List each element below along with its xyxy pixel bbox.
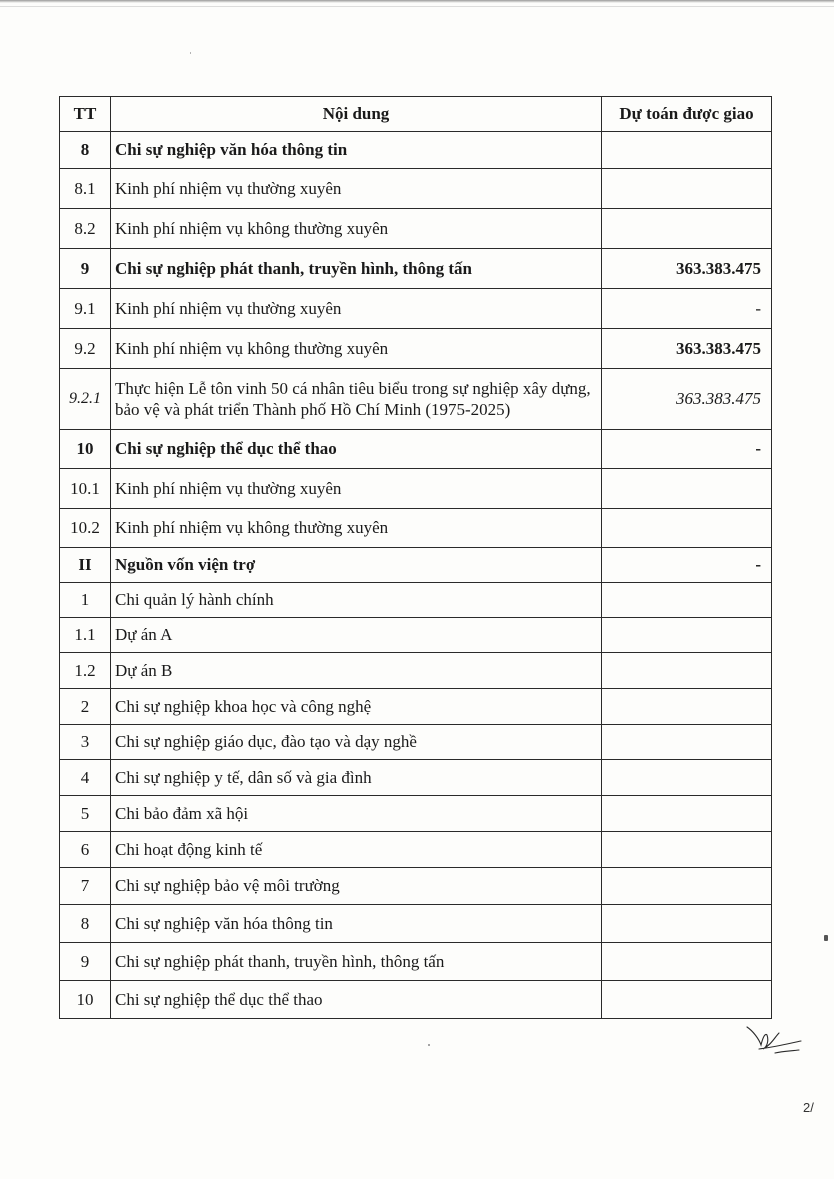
table-row xyxy=(60,943,772,981)
row-tt: 5 xyxy=(60,796,111,832)
row-content: Chi sự nghiệp thể dục thể thao xyxy=(111,430,602,469)
table-row xyxy=(60,132,772,169)
table-row xyxy=(60,249,772,289)
row-tt: 9 xyxy=(60,943,111,981)
table-row xyxy=(60,618,772,653)
row-content: Chi sự nghiệp phát thanh, truyền hình, thông tấn xyxy=(111,249,602,289)
row-tt: 9.2 xyxy=(60,329,111,369)
table-header-row xyxy=(60,97,772,132)
row-tt: 8.2 xyxy=(60,209,111,249)
header-content: Nội dung xyxy=(111,97,602,132)
row-tt: 8 xyxy=(60,905,111,943)
row-tt: 9.2.1 xyxy=(60,369,111,430)
table-row xyxy=(60,796,772,832)
row-budget xyxy=(602,509,772,548)
budget-table xyxy=(59,96,772,1019)
row-tt: 10.2 xyxy=(60,509,111,548)
row-tt: 9.1 xyxy=(60,289,111,329)
row-budget xyxy=(602,583,772,618)
row-tt: 9 xyxy=(60,249,111,289)
row-budget xyxy=(602,905,772,943)
row-content: Chi sự nghiệp khoa học và công nghệ xyxy=(111,689,602,725)
row-budget: 363.383.475 xyxy=(602,249,772,289)
row-budget: 363.383.475 xyxy=(602,369,772,430)
table-row xyxy=(60,832,772,868)
row-content: Kinh phí nhiệm vụ không thường xuyên xyxy=(111,329,602,369)
row-content: Kinh phí nhiệm vụ thường xuyên xyxy=(111,289,602,329)
row-budget: - xyxy=(602,430,772,469)
row-budget xyxy=(602,689,772,725)
row-content: Kinh phí nhiệm vụ thường xuyên xyxy=(111,469,602,509)
row-content: Chi bảo đảm xã hội xyxy=(111,796,602,832)
row-tt: 10 xyxy=(60,981,111,1019)
row-content: Chi sự nghiệp thể dục thể thao xyxy=(111,981,602,1019)
row-budget xyxy=(602,209,772,249)
row-budget xyxy=(602,469,772,509)
row-content: Nguồn vốn viện trợ xyxy=(111,548,602,583)
row-tt: 1.1 xyxy=(60,618,111,653)
table-row xyxy=(60,548,772,583)
row-content: Dự án A xyxy=(111,618,602,653)
row-tt: 1.2 xyxy=(60,653,111,689)
row-content: Kinh phí nhiệm vụ không thường xuyên xyxy=(111,509,602,548)
row-budget xyxy=(602,725,772,760)
row-content: Chi sự nghiệp bảo vệ môi trường xyxy=(111,868,602,905)
row-budget xyxy=(602,132,772,169)
table-row xyxy=(60,509,772,548)
scan-speck xyxy=(428,1044,430,1046)
table-body xyxy=(60,132,772,1019)
row-tt: 7 xyxy=(60,868,111,905)
row-tt: 10.1 xyxy=(60,469,111,509)
scan-line xyxy=(0,6,834,7)
scan-speck xyxy=(190,52,191,54)
table-row xyxy=(60,868,772,905)
row-content: Dự án B xyxy=(111,653,602,689)
row-content: Thực hiện Lễ tôn vinh 50 cá nhân tiêu biểu trong sự nghiệp xây dựng, bảo vệ và phát triển Thành phố Hồ Chí Minh (1975-2025) xyxy=(111,369,602,430)
table-row xyxy=(60,169,772,209)
header-tt: TT xyxy=(60,97,111,132)
row-tt: II xyxy=(60,548,111,583)
table-row xyxy=(60,653,772,689)
row-tt: 1 xyxy=(60,583,111,618)
table-row xyxy=(60,905,772,943)
row-budget xyxy=(602,981,772,1019)
row-tt: 2 xyxy=(60,689,111,725)
row-budget xyxy=(602,832,772,868)
row-budget xyxy=(602,868,772,905)
row-content: Chi sự nghiệp văn hóa thông tin xyxy=(111,132,602,169)
row-tt: 3 xyxy=(60,725,111,760)
scan-top-edge xyxy=(0,0,834,3)
table-row xyxy=(60,689,772,725)
row-budget xyxy=(602,653,772,689)
row-tt: 10 xyxy=(60,430,111,469)
table-row xyxy=(60,981,772,1019)
row-content: Chi sự nghiệp giáo dục, đào tạo và dạy nghề xyxy=(111,725,602,760)
row-budget xyxy=(602,796,772,832)
row-content: Chi sự nghiệp văn hóa thông tin xyxy=(111,905,602,943)
row-content: Chi quản lý hành chính xyxy=(111,583,602,618)
table-row xyxy=(60,289,772,329)
row-budget xyxy=(602,760,772,796)
table-row xyxy=(60,430,772,469)
row-content: Kinh phí nhiệm vụ thường xuyên xyxy=(111,169,602,209)
row-tt: 8.1 xyxy=(60,169,111,209)
table-row xyxy=(60,329,772,369)
table-row xyxy=(60,760,772,796)
header-budget: Dự toán được giao xyxy=(602,97,772,132)
row-content: Chi sự nghiệp phát thanh, truyền hình, thông tấn xyxy=(111,943,602,981)
row-tt: 8 xyxy=(60,132,111,169)
row-budget xyxy=(602,618,772,653)
signature-initial xyxy=(745,1025,805,1055)
row-budget: - xyxy=(602,548,772,583)
row-tt: 6 xyxy=(60,832,111,868)
page-number: 2/ xyxy=(803,1100,814,1115)
scan-speck xyxy=(824,935,828,941)
table-row xyxy=(60,583,772,618)
row-budget xyxy=(602,943,772,981)
table-row xyxy=(60,209,772,249)
row-budget xyxy=(602,169,772,209)
row-tt: 4 xyxy=(60,760,111,796)
row-content: Chi sự nghiệp y tế, dân số và gia đình xyxy=(111,760,602,796)
row-budget: - xyxy=(602,289,772,329)
table-row xyxy=(60,725,772,760)
row-content: Chi hoạt động kinh tế xyxy=(111,832,602,868)
row-content: Kinh phí nhiệm vụ không thường xuyên xyxy=(111,209,602,249)
row-budget: 363.383.475 xyxy=(602,329,772,369)
table-row xyxy=(60,369,772,430)
table-row xyxy=(60,469,772,509)
